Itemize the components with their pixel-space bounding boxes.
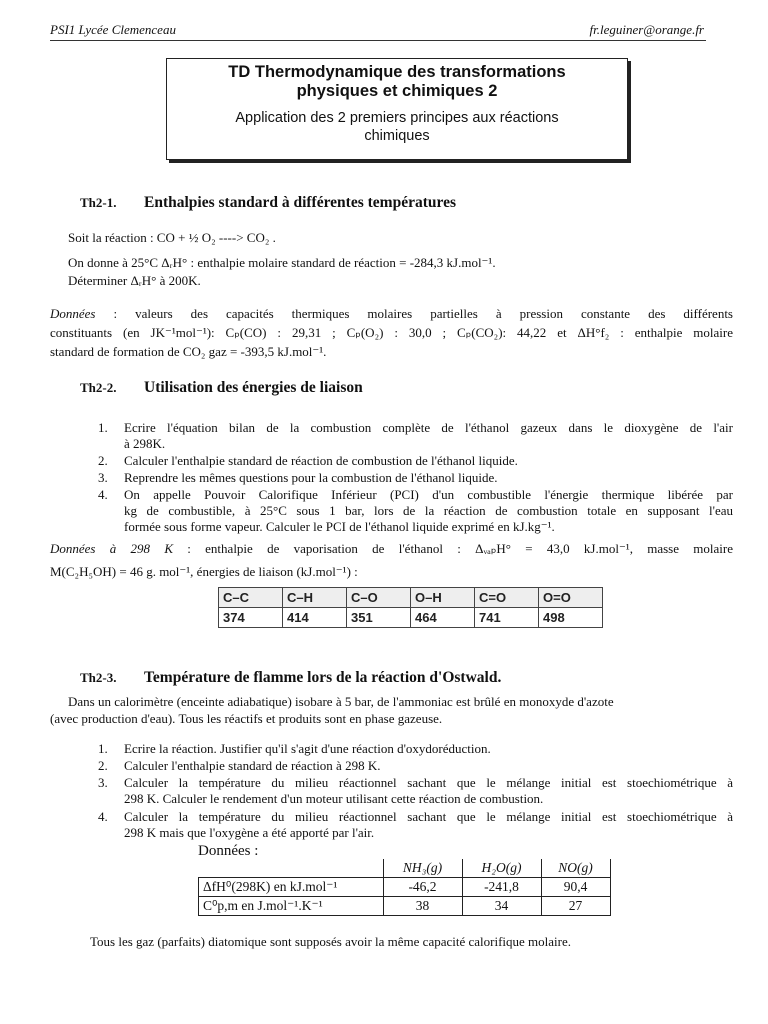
header-email: fr.leguiner@orange.fr	[589, 22, 704, 37]
subtitle-line-2: chimiques	[364, 128, 430, 144]
energy-cell: 464	[411, 608, 475, 628]
thermo-row	[199, 878, 611, 897]
thermo-row-label: ΔfH⁰(298K) en kJ.mol⁻¹	[199, 878, 384, 897]
bond-cell: O=O	[539, 588, 603, 608]
energy-cell: 498	[539, 608, 603, 628]
s1-question: Déterminer ΔᵣH° à 200K.	[68, 273, 201, 288]
s3-data-label: Données :	[198, 843, 259, 859]
s2-item-4	[98, 487, 733, 535]
s2-data-text: : enthalpie de vaporisation de l'éthanol : ΔᵥₐₚH° = 43,0 kJ.mol⁻¹, masse molaire	[173, 541, 733, 556]
s3-item-2	[98, 758, 381, 774]
thermo-corner-cell	[199, 859, 384, 878]
s3-item-2-line-a: Calculer l'enthalpie standard de réaction à 298 K.	[124, 758, 381, 773]
s1-data-line-2: constituants (en JK⁻¹mol⁻¹): Cₚ(CO) : 29,31 ; Cₚ(O₂) : 30,0 ; Cₚ(CO₂): 44,22 et ΔH°f₂ : enthalpie molaire	[50, 325, 733, 340]
section-2-heading	[80, 379, 363, 397]
s2-item-4-number: 4.	[98, 487, 108, 502]
thermo-data-table	[198, 859, 611, 916]
thermo-cell: -46,2	[383, 878, 462, 897]
s3-item-2-number: 2.	[98, 758, 108, 773]
thermo-col-header: NH₃(g)	[383, 859, 462, 878]
thermo-cell: 90,4	[541, 878, 610, 897]
title-box	[166, 58, 628, 160]
s2-item-3	[98, 470, 498, 486]
s2-item-4-line-c: formée sous forme vapeur. Calculer le PCI de l'éthanol liquide exprimé en kJ.kg⁻¹.	[124, 519, 555, 534]
subtitle-line-1: Application des 2 premiers principes aux réactions	[235, 110, 559, 126]
title-line-1: TD Thermodynamique des transformations	[228, 63, 566, 81]
s3-item-4-line-a: Calculer la température du milieu réactionnel sachant que le mélange initial est stoechiométrique à	[124, 809, 733, 824]
s2-item-1-line-b: à 298K.	[124, 436, 166, 451]
s3-item-4-number: 4.	[98, 809, 108, 824]
bond-cell: C=O	[475, 588, 539, 608]
bond-cell: C–H	[283, 588, 347, 608]
s2-data-line-1	[50, 540, 733, 557]
s3-item-4-line-b: 298 K mais que l'oxygène a été apporté par l'air.	[124, 825, 375, 840]
header-rule	[50, 40, 706, 41]
s2-item-2	[98, 453, 518, 469]
s2-item-1-number: 1.	[98, 420, 108, 435]
s3-intro-line-2: (avec production d'eau). Tous les réactifs et produits sont en phase gazeuse.	[50, 711, 443, 726]
thermo-row	[199, 897, 611, 916]
energy-cell: 374	[219, 608, 283, 628]
header-school: PSI1 Lycée Clemenceau	[50, 22, 176, 37]
section-3-number: Th2-3.	[80, 670, 117, 685]
bond-energy-table	[218, 587, 603, 628]
section-1-title: Enthalpies standard à différentes températures	[144, 194, 456, 211]
section-2-number: Th2-2.	[80, 380, 117, 395]
s2-item-2-number: 2.	[98, 453, 108, 468]
s3-item-3	[98, 775, 733, 807]
bond-cell: O–H	[411, 588, 475, 608]
s3-item-1-line-a: Ecrire la réaction. Justifier qu'il s'agit d'une réaction d'oxydoréduction.	[124, 741, 491, 756]
section-3-title: Température de flamme lors de la réaction d'Ostwald.	[144, 669, 502, 686]
section-1-heading	[80, 194, 456, 212]
s3-item-3-line-b: 298 K. Calculer le rendement d'un moteur utilisant cette réaction de combustion.	[124, 791, 544, 806]
section-2-title: Utilisation des énergies de liaison	[144, 379, 363, 396]
thermo-cell: -241,8	[462, 878, 541, 897]
s1-data-line-1	[50, 305, 733, 322]
s1-given: On donne à 25°C ΔᵣH° : enthalpie molaire standard de réaction = -284,3 kJ.mol⁻¹.	[68, 255, 496, 270]
s3-item-3-line-a: Calculer la température du milieu réactionnel sachant que le mélange initial est stoechiométrique à	[124, 775, 733, 790]
bond-cell: C–C	[219, 588, 283, 608]
s3-item-4	[98, 809, 733, 841]
energy-cell: 741	[475, 608, 539, 628]
s1-data-label: Données	[50, 306, 96, 321]
s2-data-line-2: M(C₂H₅OH) = 46 g. mol⁻¹, énergies de liaison (kJ.mol⁻¹) :	[50, 564, 358, 579]
bond-cell: C–O	[347, 588, 411, 608]
s3-intro-line-1: Dans un calorimètre (enceinte adiabatique) isobare à 5 bar, de l'ammoniac est brûlé en monoxyde d'azote	[68, 694, 614, 709]
thermo-col-header: NO(g)	[541, 859, 610, 878]
bond-row	[219, 588, 603, 608]
s3-item-1	[98, 741, 491, 757]
s2-item-4-line-a: On appelle Pouvoir Calorifique Inférieur (PCI) d'un combustible l'énergie thermique libérée par	[124, 487, 733, 502]
thermo-row-label: C⁰p,m en J.mol⁻¹.K⁻¹	[199, 897, 384, 916]
section-1-number: Th2-1.	[80, 195, 117, 210]
s2-item-2-line-a: Calculer l'enthalpie standard de réaction de combustion de l'éthanol liquide.	[124, 453, 518, 468]
s2-item-3-line-a: Reprendre les mêmes questions pour la combustion de l'éthanol liquide.	[124, 470, 498, 485]
section-3-heading	[80, 669, 501, 687]
s1-data-text: : valeurs des capacités thermiques molaires partielles à pression constante des différents	[95, 306, 733, 321]
s3-item-1-number: 1.	[98, 741, 108, 756]
thermo-cell: 27	[541, 897, 610, 916]
s2-item-1	[98, 420, 733, 452]
s2-item-1-line-a: Ecrire l'équation bilan de la combustion complète de l'éthanol gazeux dans le dioxygène de l'air	[124, 420, 733, 435]
s2-item-4-line-b: kg de combustible, à 25°C sous 1 bar, lors de la réaction de combustion totale en supposant l'eau	[124, 503, 733, 518]
s1-reaction: Soit la réaction : CO + ½ O₂ ----> CO₂ .	[68, 230, 276, 245]
s3-note: Tous les gaz (parfaits) diatomique sont supposés avoir la même capacité calorifique molaire.	[90, 934, 572, 949]
thermo-header-row	[199, 859, 611, 878]
energy-cell: 351	[347, 608, 411, 628]
thermo-col-header: H₂O(g)	[462, 859, 541, 878]
s1-data-line-3: standard de formation de CO₂ gaz = -393,5 kJ.mol⁻¹.	[50, 344, 327, 359]
s3-item-3-number: 3.	[98, 775, 108, 790]
thermo-cell: 38	[383, 897, 462, 916]
s2-data-label: Données à 298 K	[50, 541, 173, 556]
s2-item-3-number: 3.	[98, 470, 108, 485]
title-line-2: physiques et chimiques 2	[296, 82, 498, 100]
energy-cell: 414	[283, 608, 347, 628]
thermo-cell: 34	[462, 897, 541, 916]
energy-row	[219, 608, 603, 628]
